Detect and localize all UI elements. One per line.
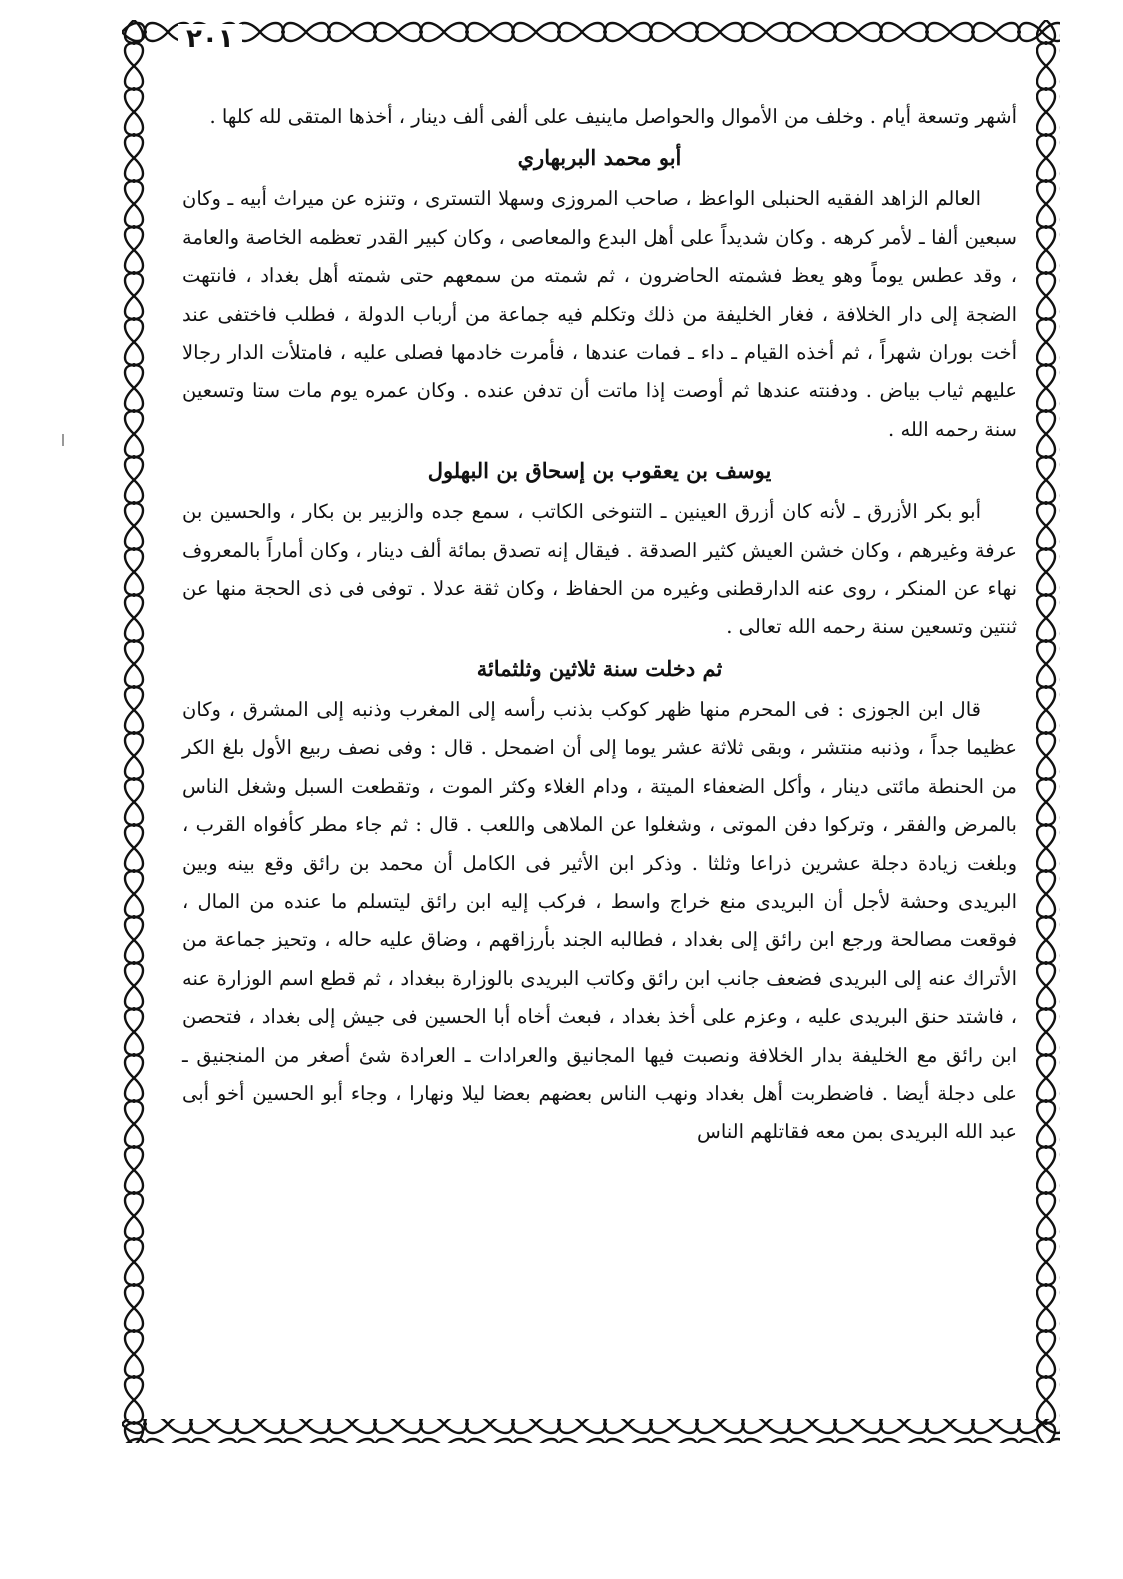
page-number: ٢٠١	[178, 24, 242, 54]
paragraph: العالم الزاهد الفقيه الحنبلى الواعظ ، صاحب المروزى وسهلا التسترى ، وتنزه عن ميراث أبيه ـ وكان سبعين ألفا ـ لأمر كرهه . وكان شديداً على أهل البدع والمعاصى ، وكان كبير القدر تعظمه الخاصة والعامة ، وقد عطس يوماً وهو يعظ فشمته الحاضرون ، ثم شمته من سمعهم حتى شمته أهل بغداد ، فانتهت الضجة إلى دار الخلافة ، فغار الخليفة من ذلك وتكلم فيه جماعة من أرباب الدولة ، فطلب فاختفى عند أخت بوران شهراً ، ثم أخذه القيام ـ داء ـ فمات عندها ، فأمرت خادمها فصلى عليه ، فامتلأت الدار رجالا عليهم ثياب بياض . ودفنته عندها ثم أوصت إذا ماتت أن تدفن عنده . وكان عمره يوم مات ستا وتسعين سنة رحمه الله .	[182, 187, 1017, 441]
section-heading: ثم دخلت سنة ثلاثين وثلثمائة	[476, 655, 723, 681]
paragraph: أبو بكر الأزرق ـ لأنه كان أزرق العينين ـ التنوخى الكاتب ، سمع جده والزبير بن بكار ، والحسين بن عرفة وغيرهم ، وكان خشن العيش كثير الصدقة . فيقال إنه تصدق بمائة ألف دينار ، وكان أماراً بالمعروف نهاء عن المنكر ، روى عنه الدارقطنى وغيره من الحفاظ ، وكان ثقة عدلا . توفى فى ذى الحجة منها عن ثنتين وتسعين سنة رحمه الله تعالى .	[182, 500, 1017, 639]
section-heading: يوسف بن يعقوب بن إسحاق بن البهلول	[427, 458, 772, 484]
scan-mark	[62, 434, 64, 446]
paragraph: قال ابن الجوزى : فى المحرم منها ظهر كوكب بذنب رأسه إلى المغرب وذنبه إلى المشرق ، وكان عظيما جداً ، وذنبه منتشر ، وبقى ثلاثة عشر يوما إلى أن اضمحل . قال : وفى نصف ربيع الأول بلغ الكر من الحنطة مائتى دينار ، وأكل الضعفاء الميتة ، ودام الغلاء وكثر الموت ، وتقطعت السبل وشغل الناس بالمرض والفقر ، وتركوا دفن الموتى ، وشغلوا عن الملاهى واللعب . قال : ثم جاء مطر كأفواه القرب ، وبلغت زيادة دجلة عشرين ذراعا وثلثا . وذكر ابن الأثير فى الكامل أن محمد بن رائق وقع بينه وبين البريدى وحشة لأجل أن البريدى منع خراج واسط ، فركب إليه ابن رائق ليتسلم ما عنده من المال ، فوقعت مصالحة ورجع ابن رائق إلى بغداد ، فطالبه الجند بأرزاقهم ، وضاق عليه حاله ، وتحيز جماعة من الأتراك عنه إلى البريدى فضعف جانب ابن رائق وكاتب البريدى بالوزارة ببغداد ، ثم قطع اسم الوزارة عنه ، فاشتد حنق البريدى عليه ، وعزم على أخذ بغداد ، فبعث أخاه أبا الحسين فى جيش إلى بغداد ، فتحصن ابن رائق مع الخليفة بدار الخلافة ونصبت فيها المجانيق والعرادات ـ العرادة شئ أصغر من المنجنيق ـ على دجلة أيضا . فاضطربت أهل بغداد ونهب الناس بعضهم بعضا ليلا ونهارا ، وجاء أبو الحسين أخو أبى عبد الله البريدى بمن معه فقاتلهم الناس	[182, 697, 1017, 1144]
paragraph: أشهر وتسعة أيام . وخلف من الأموال والحواصل ماينيف على ألفى ألف دينار ، أخذها المتقى لله كلها .	[209, 105, 1017, 128]
section-heading: أبو محمد البربهاري	[517, 145, 682, 171]
page-body	[182, 98, 1017, 1152]
